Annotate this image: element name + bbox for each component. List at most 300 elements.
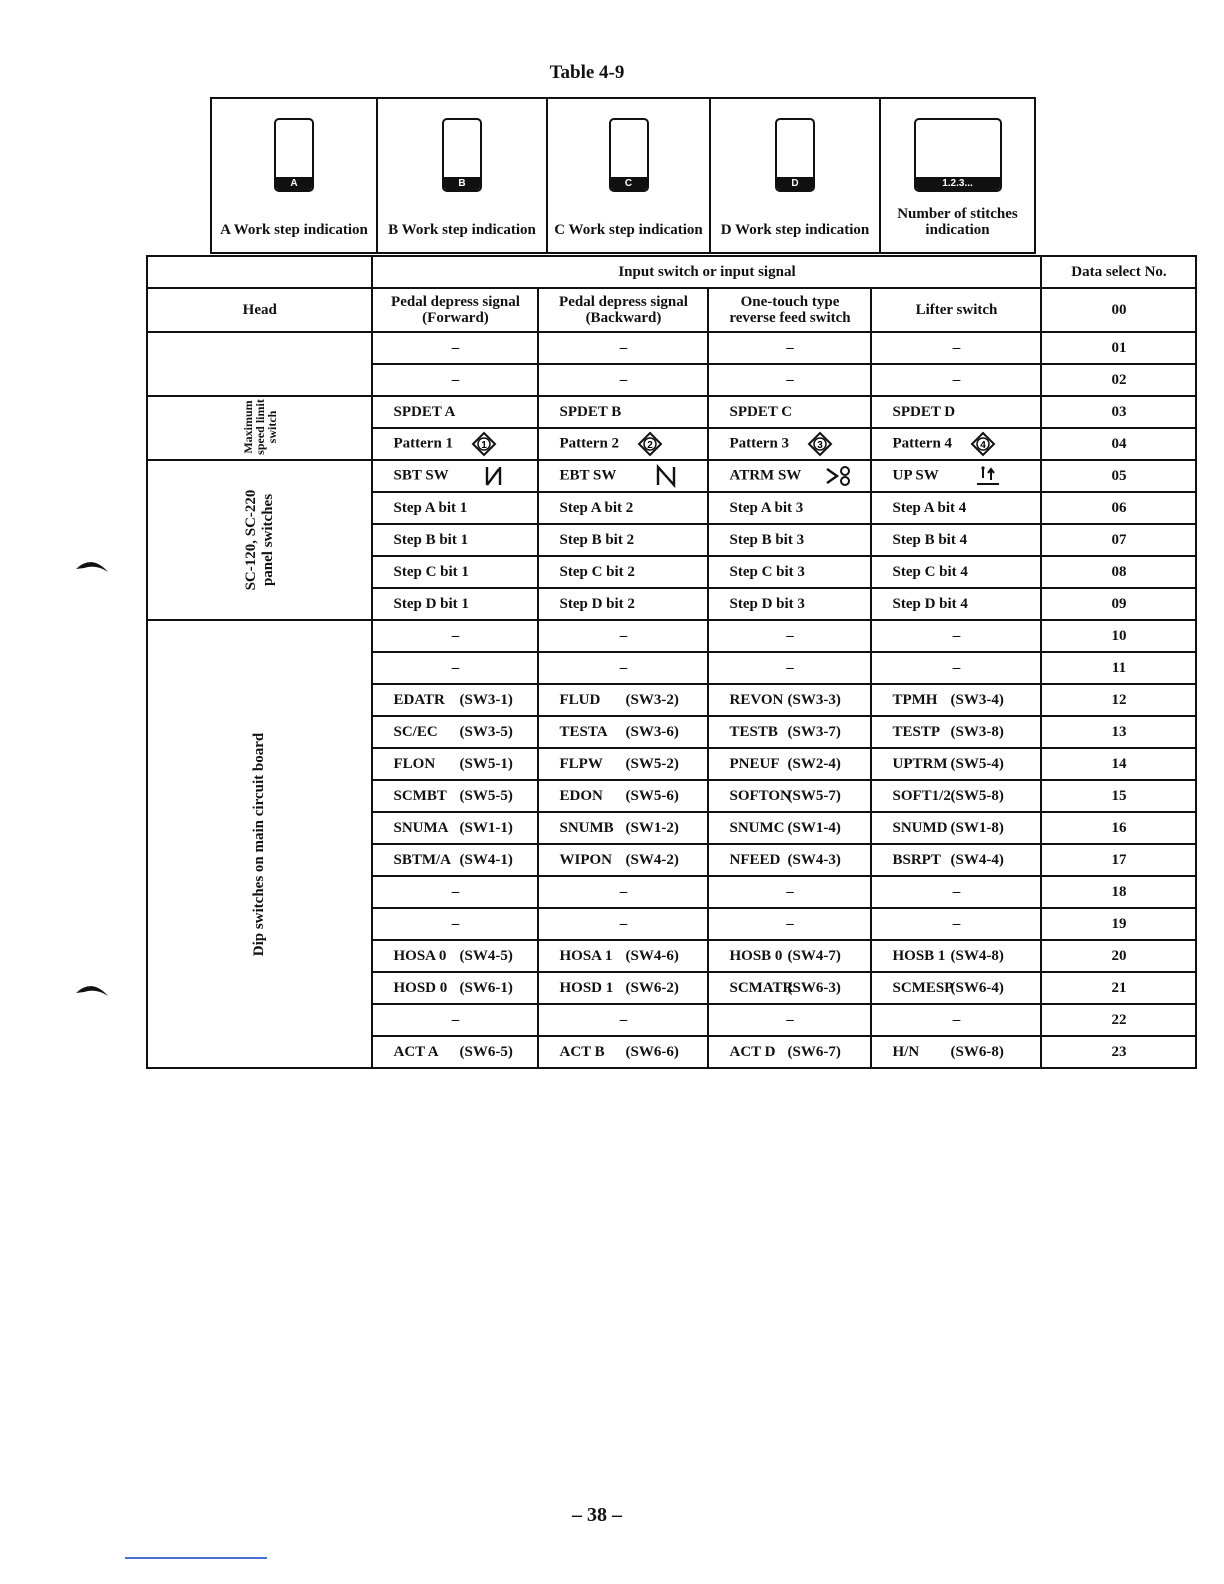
header-col-a: [211, 98, 377, 253]
table-cell: [708, 588, 871, 620]
table-cell: [871, 812, 1041, 844]
data-select-number: 21: [1041, 972, 1196, 1004]
data-select-number: 19: [1041, 908, 1196, 940]
cell-label: Step C bit 2: [559, 563, 635, 580]
cell-label: HOSD 1: [559, 979, 614, 996]
table-cell: [871, 588, 1041, 620]
pattern-3-icon: [807, 431, 833, 457]
cell-label: TESTA: [559, 723, 608, 740]
display-a-icon: A: [274, 118, 314, 192]
cell-label: ATRM SW: [729, 467, 802, 484]
cell-label: –: [451, 339, 460, 356]
dip-switch-ref: (SW6-8): [950, 1043, 1004, 1060]
cell-label: Step D bit 4: [892, 595, 968, 612]
data-select-number: 04: [1041, 428, 1196, 460]
group-label-text: Dip switches on main circuit board: [251, 732, 268, 956]
footer-rule: [125, 1557, 267, 1559]
data-select-number: 01: [1041, 332, 1196, 364]
cell-label: –: [952, 627, 961, 644]
header-caption: Number of stitches indication: [897, 206, 1018, 238]
dip-switch-ref: (SW1-1): [459, 819, 513, 836]
table-cell: [871, 908, 1041, 940]
header-caption: B Work step indication: [388, 222, 536, 238]
table-cell: [708, 684, 871, 716]
table-cell: [372, 972, 538, 1004]
data-select-number: 15: [1041, 780, 1196, 812]
data-select-number: 02: [1041, 364, 1196, 396]
table-cell: [871, 940, 1041, 972]
table-cell: [372, 844, 538, 876]
cell-label: SPDET D: [892, 403, 956, 420]
display-d-icon: D: [775, 118, 815, 192]
cell-label: –: [786, 883, 794, 900]
cell-label: UP SW: [892, 467, 939, 484]
table-cell: [372, 288, 538, 332]
table-cell: [372, 652, 538, 684]
table-cell: [871, 652, 1041, 684]
dip-switch-ref: (SW1-8): [950, 819, 1004, 836]
table-cell: [708, 1004, 871, 1036]
dip-switch-ref: (SW4-8): [950, 947, 1004, 964]
table-cell: [372, 460, 538, 492]
table-cell: [538, 332, 708, 364]
table-cell: [538, 288, 708, 332]
dip-switch-ref: (SW5-8): [950, 787, 1004, 804]
stitch-display-icon: 1.2.3...: [914, 118, 1002, 192]
cell-label: –: [619, 339, 628, 356]
table-cell: [372, 812, 538, 844]
data-select-number: 22: [1041, 1004, 1196, 1036]
table-cell: [871, 492, 1041, 524]
cell-label: SPDET C: [729, 403, 793, 420]
table-cell: [708, 940, 871, 972]
cell-label: Pattern 4: [892, 435, 953, 452]
cell-label: Step B bit 3: [729, 531, 805, 548]
group-label-panel: [147, 460, 372, 620]
table-cell: [871, 748, 1041, 780]
header-col-b: [377, 98, 547, 253]
cell-label: SNUMC: [729, 819, 785, 836]
table-cell: [708, 780, 871, 812]
cell-label: –: [619, 1011, 628, 1028]
table-cell: [871, 716, 1041, 748]
cell-label: –: [952, 659, 961, 676]
cell-label: NFEED: [729, 851, 781, 868]
dip-switch-ref: (SW6-7): [787, 1043, 841, 1060]
dip-switch-ref: (SW4-3): [787, 851, 841, 868]
table-cell: [372, 748, 538, 780]
cell-label: Step D bit 1: [393, 595, 469, 612]
cell-label: H/N: [892, 1043, 920, 1060]
table-cell: [871, 684, 1041, 716]
dip-switch-ref: (SW3-2): [625, 691, 679, 708]
data-select-number: 11: [1041, 652, 1196, 684]
cell-label: Pattern 3: [729, 435, 790, 452]
cell-label: SNUMA: [393, 819, 449, 836]
data-select-number: 13: [1041, 716, 1196, 748]
dip-switch-ref: (SW4-6): [625, 947, 679, 964]
table-cell: [372, 1004, 538, 1036]
dip-switch-ref: (SW6-6): [625, 1043, 679, 1060]
cell-label: SOFT1/2: [892, 787, 951, 804]
table-cell: [871, 876, 1041, 908]
page-number: – 38 –: [572, 1504, 622, 1526]
cell-label: SPDET B: [559, 403, 622, 420]
table-cell: [538, 684, 708, 716]
data-select-number: 18: [1041, 876, 1196, 908]
cell-label: BSRPT: [892, 851, 941, 868]
header-col-stitches: [880, 98, 1035, 253]
cell-label: Lifter switch: [915, 302, 998, 318]
table-cell: [538, 460, 708, 492]
cell-label: –: [451, 371, 460, 388]
pattern-1-icon: [471, 431, 497, 457]
header-col-d: [710, 98, 880, 253]
table-cell: [538, 1036, 708, 1068]
table-cell: [538, 620, 708, 652]
cell-label: Step A bit 3: [729, 499, 804, 516]
binder-mark-icon: [74, 980, 110, 1002]
cell-label: HOSD 0: [393, 979, 448, 996]
cell-label: FLON: [393, 755, 436, 772]
table-cell: [538, 556, 708, 588]
table-cell: [871, 524, 1041, 556]
cell-label: REVON: [729, 691, 784, 708]
dip-switch-ref: (SW5-2): [625, 755, 679, 772]
group-label-text: Maximum speed limit switch: [240, 398, 279, 455]
table-cell: [871, 1036, 1041, 1068]
table-cell: [372, 876, 538, 908]
table-cell: [538, 588, 708, 620]
data-select-number: 17: [1041, 844, 1196, 876]
dip-switch-ref: (SW3-8): [950, 723, 1004, 740]
dip-switch-ref: (SW1-2): [625, 819, 679, 836]
cell-label: –: [619, 627, 628, 644]
header-caption: C Work step indication: [554, 222, 703, 238]
cell-label: ACT B: [559, 1043, 605, 1060]
svg-text:2: 2: [647, 440, 653, 451]
cell-label: –: [451, 659, 460, 676]
dip-switch-ref: (SW6-1): [459, 979, 513, 996]
table-cell: [871, 364, 1041, 396]
cell-label: –: [952, 371, 961, 388]
cell-label: –: [786, 371, 794, 388]
cell-label: SCMATR: [729, 979, 794, 996]
cell-label: TESTB: [729, 723, 778, 740]
table-cell: [372, 908, 538, 940]
table-cell: [871, 1004, 1041, 1036]
cell-label: –: [952, 339, 961, 356]
dip-switch-ref: (SW3-7): [787, 723, 841, 740]
cell-label: –: [451, 1011, 460, 1028]
cell-label: FLUD: [559, 691, 601, 708]
cell-label: Step A bit 4: [892, 499, 967, 516]
table-row: [147, 396, 1196, 428]
table-cell: [538, 364, 708, 396]
table-cell: [708, 396, 871, 428]
data-select-number: 20: [1041, 940, 1196, 972]
table-cell: [871, 460, 1041, 492]
dip-switch-ref: (SW3-6): [625, 723, 679, 740]
cell-label: HOSA 0: [393, 947, 447, 964]
cell-label: SCMESP: [892, 979, 954, 996]
table-cell: [372, 556, 538, 588]
dip-switch-ref: (SW6-2): [625, 979, 679, 996]
table-cell: [538, 780, 708, 812]
dip-switch-ref: (SW4-5): [459, 947, 513, 964]
dip-switch-ref: (SW4-1): [459, 851, 513, 868]
indication-header-table: [210, 97, 1036, 254]
cell-label: –: [786, 1011, 794, 1028]
table-cell: [708, 364, 871, 396]
cell-label: SC/EC: [393, 723, 438, 740]
cell-label: SOFTON: [729, 787, 791, 804]
group-label-text: Head: [242, 301, 277, 318]
pattern-2-icon: [637, 431, 663, 457]
cell-label: –: [952, 1011, 961, 1028]
table-cell: [372, 716, 538, 748]
dip-switch-ref: (SW3-1): [459, 691, 513, 708]
data-select-number: 09: [1041, 588, 1196, 620]
cell-label: –: [451, 915, 460, 932]
table-row: [147, 288, 1196, 332]
dip-switch-ref: (SW6-3): [787, 979, 841, 996]
cell-label: Step B bit 1: [393, 531, 469, 548]
cell-label: ACT A: [393, 1043, 439, 1060]
cell-label: SNUMB: [559, 819, 614, 836]
cell-label: –: [619, 883, 628, 900]
data-select-number: 00: [1041, 288, 1196, 332]
group-blank: [147, 332, 372, 396]
table-cell: [372, 940, 538, 972]
dip-switch-ref: (SW3-4): [950, 691, 1004, 708]
data-select-number: 03: [1041, 396, 1196, 428]
cell-label: SCMBT: [393, 787, 447, 804]
dip-switch-ref: (SW5-7): [787, 787, 841, 804]
cell-label: –: [786, 627, 794, 644]
cell-label: Step B bit 2: [559, 531, 635, 548]
header-caption: D Work step indication: [720, 222, 870, 238]
table-cell: [871, 556, 1041, 588]
group-label-dip: [147, 620, 372, 1068]
group-label-max-speed: [147, 396, 372, 460]
data-select-number: 07: [1041, 524, 1196, 556]
cell-label: –: [451, 883, 460, 900]
dip-switch-ref: (SW5-6): [625, 787, 679, 804]
start-backtack-icon: [483, 464, 507, 488]
table-cell: [538, 492, 708, 524]
cell-label: –: [952, 915, 961, 932]
table-cell: [708, 288, 871, 332]
dip-switch-ref: (SW6-5): [459, 1043, 513, 1060]
header-caption: A Work step indication: [220, 222, 368, 238]
dip-switch-ref: (SW6-4): [950, 979, 1004, 996]
data-select-number: 23: [1041, 1036, 1196, 1068]
cell-label: –: [451, 627, 460, 644]
table-cell: [708, 460, 871, 492]
table-cell: [538, 812, 708, 844]
table-cell: [708, 748, 871, 780]
table-cell: [372, 428, 538, 460]
data-select-number: 12: [1041, 684, 1196, 716]
table-cell: [871, 620, 1041, 652]
table-cell: [538, 652, 708, 684]
dip-switch-ref: (SW2-4): [787, 755, 841, 772]
cell-label: Step C bit 3: [729, 563, 805, 580]
cell-label: –: [786, 915, 794, 932]
cell-label: –: [619, 659, 628, 676]
table-cell: [708, 428, 871, 460]
cell-label: SPDET A: [393, 403, 456, 420]
table-cell: [708, 844, 871, 876]
cell-label: SBTM/A: [393, 851, 451, 868]
data-select-number: 08: [1041, 556, 1196, 588]
cell-label: Step A bit 1: [393, 499, 468, 516]
cell-label: TPMH: [892, 691, 938, 708]
svg-text:3: 3: [817, 440, 823, 451]
table-cell: [871, 844, 1041, 876]
cell-label: EDON: [559, 787, 603, 804]
table-cell: [708, 716, 871, 748]
presser-lift-icon: [975, 464, 1001, 488]
display-c-icon: C: [609, 118, 649, 192]
cell-label: HOSB 0: [729, 947, 783, 964]
table-cell: [372, 492, 538, 524]
cell-label: –: [786, 339, 794, 356]
cell-label: ACT D: [729, 1043, 776, 1060]
data-select-number: 06: [1041, 492, 1196, 524]
table-cell: [708, 876, 871, 908]
dip-switch-ref: (SW4-7): [787, 947, 841, 964]
table-cell: [538, 876, 708, 908]
table-cell: [538, 748, 708, 780]
cell-label: Step C bit 4: [892, 563, 968, 580]
cell-label: Step D bit 3: [729, 595, 805, 612]
end-backtack-icon: [654, 464, 678, 488]
cell-label: EBT SW: [559, 467, 617, 484]
cell-label: SNUMD: [892, 819, 948, 836]
cell-label: FLPW: [559, 755, 603, 772]
dip-switch-ref: (SW4-4): [950, 851, 1004, 868]
table-cell: [372, 588, 538, 620]
cell-label: Pattern 2: [559, 435, 620, 452]
cell-label: Pedal depress signal (Forward): [391, 294, 520, 326]
data-select-table: [146, 255, 1197, 1069]
table-cell: [538, 524, 708, 556]
group-label-text: SC-120, SC-220 panel switches: [242, 489, 276, 591]
binder-mark-icon: [74, 556, 110, 578]
table-cell: [708, 620, 871, 652]
table-cell: [708, 652, 871, 684]
table-cell: [708, 908, 871, 940]
table-row: [147, 620, 1196, 652]
page-title: Table 4-9: [549, 62, 625, 83]
blank-corner: [147, 256, 372, 288]
cell-label: Step D bit 2: [559, 595, 635, 612]
cell-label: SBT SW: [393, 467, 449, 484]
table-cell: [538, 844, 708, 876]
table-row: [147, 332, 1196, 364]
dip-switch-ref: (SW5-5): [459, 787, 513, 804]
table-cell: [708, 812, 871, 844]
cell-label: EDATR: [393, 691, 445, 708]
table-cell: [538, 908, 708, 940]
dip-switch-ref: (SW5-1): [459, 755, 513, 772]
table-cell: [871, 332, 1041, 364]
dip-switch-ref: (SW1-4): [787, 819, 841, 836]
svg-text:1: 1: [481, 440, 487, 451]
table-cell: [538, 940, 708, 972]
table-cell: [538, 972, 708, 1004]
table-cell: [372, 684, 538, 716]
table-cell: [372, 780, 538, 812]
cell-label: –: [952, 883, 961, 900]
pattern-4-icon: [970, 431, 996, 457]
data-select-number: 05: [1041, 460, 1196, 492]
table-cell: [871, 972, 1041, 1004]
cell-label: WIPON: [559, 851, 612, 868]
table-cell: [708, 972, 871, 1004]
table-cell: [708, 1036, 871, 1068]
table-cell: [708, 492, 871, 524]
table-cell: [372, 524, 538, 556]
subheader-row: [147, 256, 1196, 288]
table-cell: [538, 1004, 708, 1036]
thread-trim-icon: [825, 464, 853, 488]
table-cell: [372, 1036, 538, 1068]
cell-label: Pedal depress signal (Backward): [559, 294, 688, 326]
table-cell: [372, 620, 538, 652]
data-select-number: 14: [1041, 748, 1196, 780]
table-cell: [538, 716, 708, 748]
table-cell: [538, 428, 708, 460]
svg-text:4: 4: [980, 440, 986, 451]
input-switch-heading: Input switch or input signal: [372, 256, 1041, 288]
dip-switch-ref: (SW5-4): [950, 755, 1004, 772]
table-cell: [708, 556, 871, 588]
data-select-heading: Data select No.: [1041, 256, 1196, 288]
cell-label: –: [619, 371, 628, 388]
cell-label: Pattern 1: [393, 435, 454, 452]
table-cell: [871, 288, 1041, 332]
header-col-c: [547, 98, 710, 253]
table-cell: [372, 332, 538, 364]
cell-label: Step A bit 2: [559, 499, 634, 516]
table-cell: [708, 524, 871, 556]
cell-label: Step B bit 4: [892, 531, 968, 548]
table-cell: [708, 332, 871, 364]
table-row: [147, 460, 1196, 492]
table-cell: [372, 364, 538, 396]
table-cell: [871, 396, 1041, 428]
data-select-number: 10: [1041, 620, 1196, 652]
table-cell: [372, 396, 538, 428]
dip-switch-ref: (SW3-5): [459, 723, 513, 740]
cell-label: PNEUF: [729, 755, 780, 772]
cell-label: One-touch type reverse feed switch: [729, 294, 851, 326]
cell-label: TESTP: [892, 723, 941, 740]
cell-label: –: [786, 659, 794, 676]
group-label-head: [147, 288, 372, 332]
table-cell: [871, 780, 1041, 812]
dip-switch-ref: (SW3-3): [787, 691, 841, 708]
cell-label: Step C bit 1: [393, 563, 469, 580]
data-select-number: 16: [1041, 812, 1196, 844]
display-b-icon: B: [442, 118, 482, 192]
dip-switch-ref: (SW4-2): [625, 851, 679, 868]
table-cell: [538, 396, 708, 428]
table-cell: [871, 428, 1041, 460]
